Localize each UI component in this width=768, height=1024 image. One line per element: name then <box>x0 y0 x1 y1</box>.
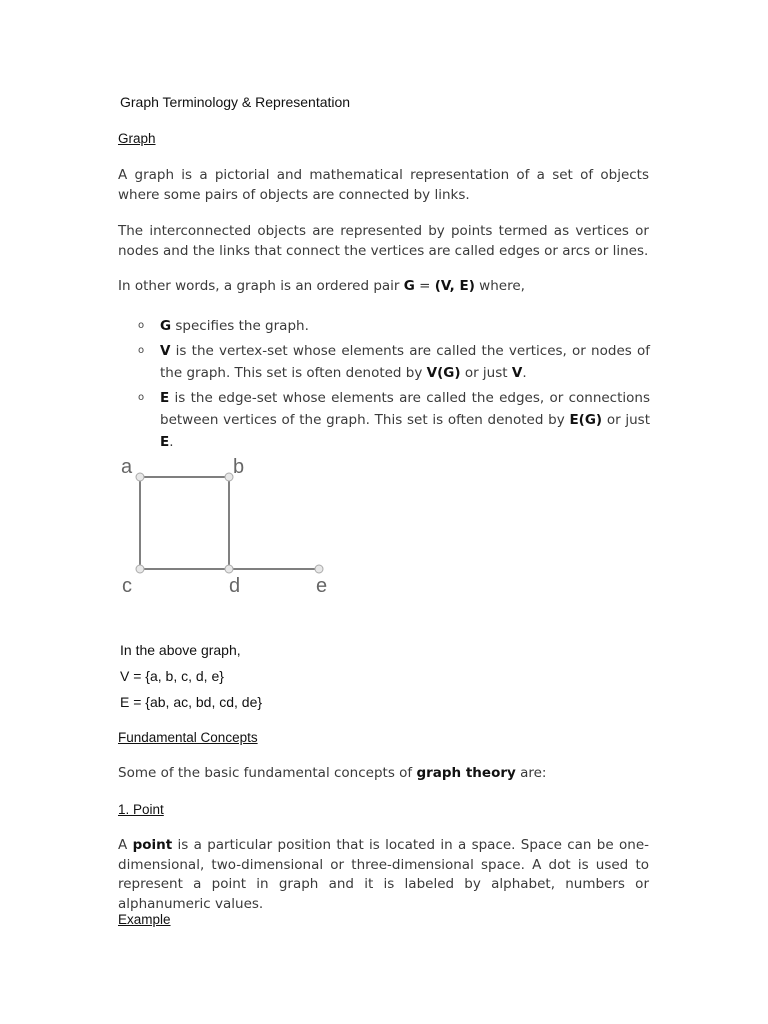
section-heading-example: Example <box>118 912 171 927</box>
bullet-term: V <box>160 343 171 359</box>
paragraph-ordered-pair <box>118 277 649 297</box>
bullet-text <box>160 340 650 384</box>
node-label-b: b <box>233 456 245 478</box>
bullet-term: E <box>160 390 170 406</box>
fundamental-intro-suffix: are: <box>515 765 547 781</box>
fundamental-intro-term: graph theory <box>416 765 516 781</box>
node-e <box>315 565 323 573</box>
bullet-circle-icon: o <box>138 345 145 356</box>
paragraph-fundamental-intro <box>118 764 649 784</box>
bullet-notation: V(G) <box>426 365 461 381</box>
vertex-set: V = {a, b, c, d, e} <box>120 668 224 684</box>
bullet-text <box>160 387 650 453</box>
graph-diagram <box>110 450 350 600</box>
edge-set: E = {ab, ac, bd, cd, de} <box>120 694 263 710</box>
bullet-notation: E <box>160 434 170 450</box>
node-d <box>225 565 233 573</box>
bullet-desc: specifies the graph. <box>171 318 309 334</box>
bullet-term: G <box>160 318 172 334</box>
point-def-prefix: A <box>118 837 133 853</box>
list-item <box>138 315 650 337</box>
list-item <box>138 340 650 384</box>
node-label-a: a <box>121 456 133 478</box>
bullet-circle-icon: o <box>138 392 145 403</box>
document-title: Graph Terminology & Representation <box>120 94 351 110</box>
list-item <box>138 387 650 453</box>
ordered-pair-suffix: where, <box>474 278 525 294</box>
paragraph-vertices-edges: The interconnected objects are represented by points termed as vertices or nodes and the links that connect the vertices are called edges or arcs or lines. <box>118 223 649 259</box>
graph-edges <box>140 477 319 569</box>
bullet-desc: is the edge-set whose elements are called the edges, or connections between vertices of the graph. This set is often denoted by <box>160 390 650 428</box>
bullet-circle-icon: o <box>138 320 145 331</box>
bullet-notation: V <box>511 365 523 381</box>
node-label-c: c <box>122 575 132 597</box>
above-graph-caption: In the above graph, <box>120 642 241 658</box>
bullet-text <box>160 315 650 337</box>
node-b <box>225 473 233 481</box>
bullet-notation: E(G) <box>569 412 603 428</box>
ordered-pair-prefix: In other words, a graph is an ordered pair <box>118 278 404 294</box>
section-heading-graph: Graph <box>118 131 156 146</box>
bullet-desc: or just <box>602 412 651 428</box>
bullet-desc: is the vertex-set whose elements are called the vertices, or nodes of the graph. This set is often denoted by <box>160 343 650 381</box>
definition-bullet-list <box>138 315 650 456</box>
section-heading-fundamental-concepts: Fundamental Concepts <box>118 730 258 745</box>
bullet-desc: . <box>169 434 174 450</box>
point-def-term: point <box>132 837 173 853</box>
ordered-pair-g: G <box>403 278 415 294</box>
paragraph-graph-definition: A graph is a pictorial and mathematical representation of a set of objects where some pairs of objects are connected by links. <box>118 167 649 203</box>
node-c <box>136 565 144 573</box>
node-a <box>136 473 144 481</box>
section-heading-point: 1. Point <box>118 802 164 817</box>
paragraph-point-definition <box>118 836 649 914</box>
point-def-body: is a particular position that is located in a space. Space can be one-dimensional, two-dimensional or three-dimensional space. A dot is used to represent a point in graph and it is labeled by alphabet, numbers or alphanumeric values. <box>118 837 649 912</box>
bullet-desc: or just <box>460 365 512 381</box>
ordered-pair-ve: (V, E) <box>434 278 475 294</box>
bullet-desc: . <box>522 365 527 381</box>
ordered-pair-eq: = <box>414 278 435 294</box>
fundamental-intro-prefix: Some of the basic fundamental concepts of <box>118 765 417 781</box>
node-label-e: e <box>316 575 328 597</box>
node-label-d: d <box>229 575 241 597</box>
